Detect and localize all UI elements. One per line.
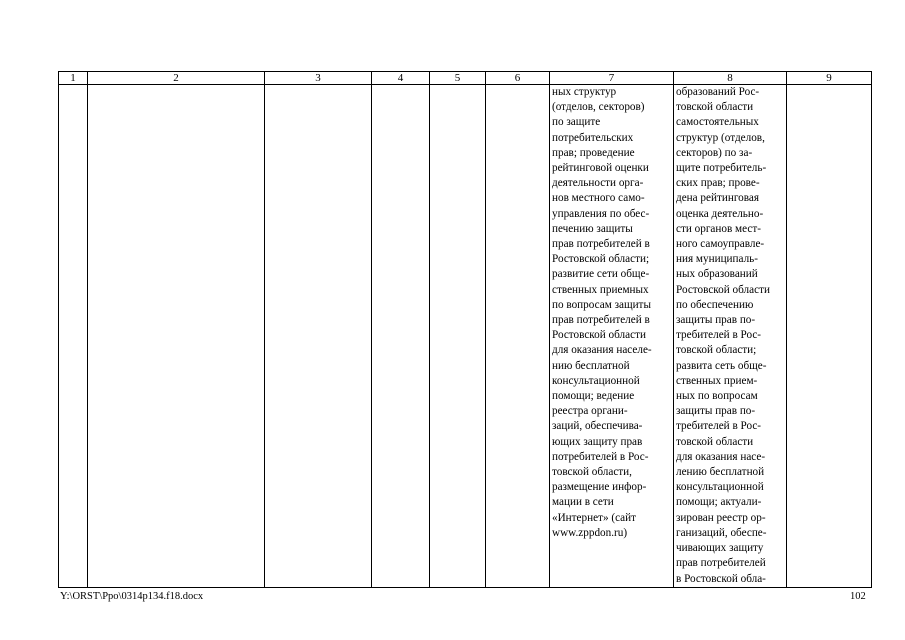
cell-text-line: помощи; ведение (552, 390, 635, 403)
column-number: 8 (674, 72, 787, 85)
cell-text-line: управления по обес- (552, 207, 650, 220)
cell-text-line: ных по вопросам (676, 390, 758, 403)
cell-text-line: реестра органи- (552, 405, 628, 418)
cell-text-line: (отделов, секторов) (552, 101, 645, 114)
cell-text-line: консультационной (676, 481, 764, 494)
table-cell (59, 85, 88, 588)
cell-text-line: дена рейтинговая (676, 192, 759, 205)
table-cell (372, 85, 430, 588)
column-number: 5 (430, 72, 486, 85)
cell-text-line: ного самоуправле- (676, 238, 765, 251)
column-number: 7 (550, 72, 674, 85)
column-number: 3 (265, 72, 372, 85)
cell-text-line: потребительских (552, 131, 634, 144)
column-7-cell (550, 85, 674, 588)
table-cell (430, 85, 486, 588)
cell-text-line: заций, обеспечива- (552, 420, 643, 433)
cell-text-line: Ростовской области (552, 329, 646, 342)
cell-text-line: оценка деятельно- (676, 207, 764, 220)
cell-text-line: ных образований (676, 268, 758, 281)
cell-text-line: печению защиты (552, 222, 633, 235)
cell-text-line: мации в сети (552, 496, 614, 509)
cell-text-line: Ростовской области (676, 283, 770, 296)
cell-text-line: сти органов мест- (676, 222, 761, 235)
cell-text-line: защиты прав по- (676, 405, 756, 418)
cell-text-line: www.zppdon.ru) (552, 526, 628, 539)
document-table (58, 71, 872, 588)
cell-text-line: для оказания населе- (552, 344, 652, 357)
table-cell (787, 85, 872, 588)
cell-text-line: ния муниципаль- (676, 253, 758, 266)
cell-text-line: размещение инфор- (552, 481, 647, 494)
cell-text-line: по вопросам защиты (552, 298, 651, 311)
cell-text-line: в Ростовской обла- (676, 572, 766, 585)
cell-text-line: ственных приемных (552, 283, 649, 296)
cell-text-line: самостоятельных (676, 116, 759, 129)
cell-text-line: консультационной (552, 374, 640, 387)
cell-text-line: помощи; актуали- (676, 496, 762, 509)
footer-file-path: Y:\ORST\Ppo\0314p134.f18.docx (60, 591, 204, 602)
cell-text-line: требителей в Рос- (676, 329, 762, 342)
cell-text-line: прав; проведение (552, 146, 635, 159)
cell-text-line: по обеспечению (676, 298, 754, 311)
cell-text-line: Ростовской области; (552, 253, 650, 266)
cell-text-line: развита сеть обще- (676, 359, 767, 372)
cell-text-line: структур (отделов, (676, 131, 765, 144)
cell-text-line: ных структур (552, 86, 617, 98)
table-cell (486, 85, 550, 588)
cell-text-line: рейтинговой оценки (552, 162, 649, 175)
cell-text-line: секторов) по за- (676, 146, 753, 159)
column-number: 4 (372, 72, 430, 85)
cell-text-line: защиты прав по- (676, 314, 756, 327)
page-number: 102 (850, 591, 866, 602)
cell-text-line: чивающих защиту (676, 542, 764, 555)
cell-text-line: товской области (676, 435, 754, 448)
cell-text-line: зирован реестр ор- (676, 511, 766, 524)
cell-text-line: товской области; (676, 344, 757, 357)
cell-text-line: товской области, (552, 466, 632, 479)
cell-text-line: образований Рос- (676, 86, 760, 98)
cell-text-line: по защите (552, 116, 601, 129)
cell-text-line: ских прав; прове- (676, 177, 760, 190)
column-number-row (59, 72, 872, 85)
column-number: 1 (59, 72, 88, 85)
table-cell (265, 85, 372, 588)
cell-text-line: нию бесплатной (552, 359, 630, 372)
cell-text-line: ственных прием- (676, 374, 758, 387)
column-number: 6 (486, 72, 550, 85)
cell-text-line: прав потребителей (676, 557, 766, 570)
cell-text-line: лению бесплатной (676, 466, 765, 479)
cell-text-line: щите потребитель- (676, 162, 767, 175)
cell-text-line: прав потребителей в (552, 238, 650, 251)
cell-text-line: ганизаций, обеспе- (676, 526, 767, 539)
cell-text-line: деятельности орга- (552, 177, 644, 190)
cell-text-line: нов местного само- (552, 192, 645, 205)
cell-text-line: ющих защиту прав (552, 435, 643, 448)
column-8-cell (674, 85, 787, 588)
column-number: 2 (88, 72, 265, 85)
cell-text-line: прав потребителей в (552, 314, 650, 327)
cell-text-line: потребителей в Рос- (552, 450, 649, 463)
table-row (59, 85, 872, 588)
cell-text-line: для оказания насе- (676, 450, 766, 463)
cell-text-line: «Интернет» (сайт (552, 511, 637, 524)
cell-text-line: развитие сети обще- (552, 268, 650, 281)
cell-text-line: товской области (676, 101, 754, 114)
cell-text-line: требителей в Рос- (676, 420, 762, 433)
table-cell (88, 85, 265, 588)
column-number: 9 (787, 72, 872, 85)
